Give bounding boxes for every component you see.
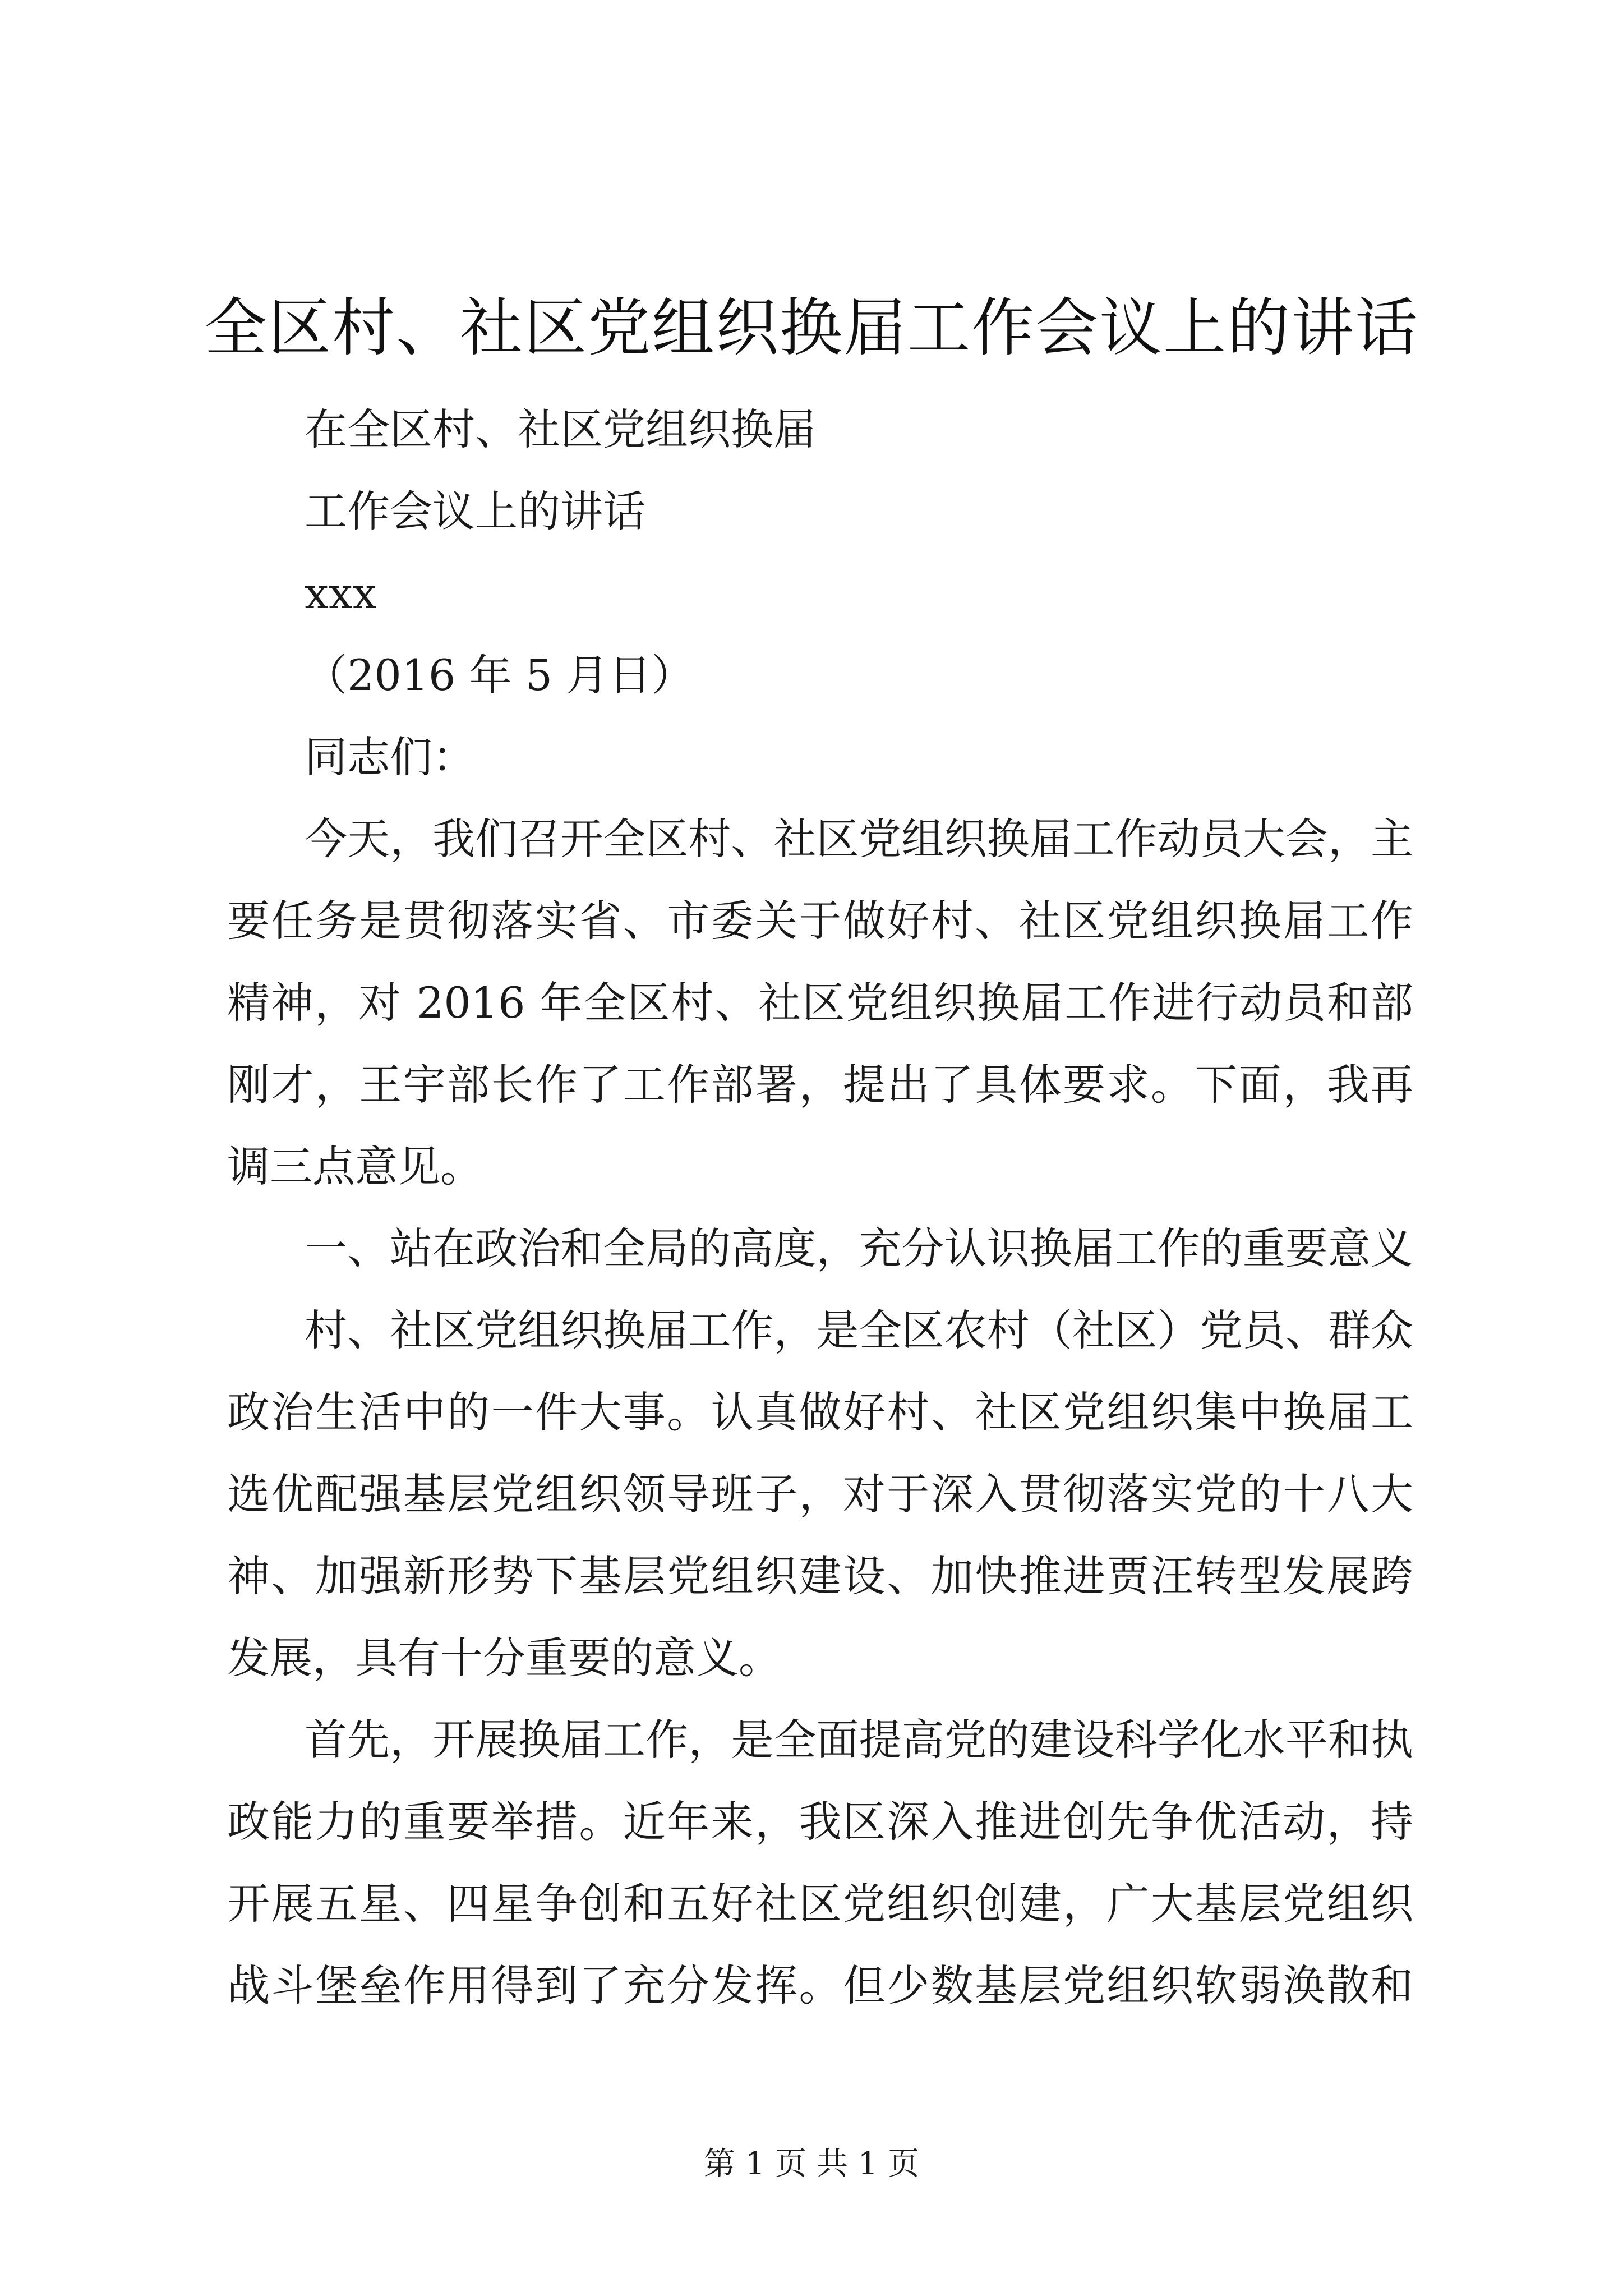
document-title: 全区村、社区党组织换届工作会议上的讲话: [204, 292, 1419, 365]
speaker-name: xxx: [305, 568, 377, 618]
speech-date: （2016 年 5 月日）: [305, 650, 694, 700]
paragraph-line: 神、加强新形势下基层党组织建设、加快推进贾汪转型发展跨: [227, 1551, 1413, 1601]
paragraph-line: 精神，对 2016 年全区村、社区党组织换届工作进行动员和部: [227, 978, 1413, 1028]
paragraph-line: 开展五星、四星争创和五好社区党组织创建，广大基层党组织: [227, 1879, 1413, 1929]
paragraph-line: 调三点意见。: [227, 1142, 483, 1191]
header-line-venue: 在全区村、社区党组织换届: [305, 404, 816, 454]
header-line-title-cont: 工作会议上的讲话: [305, 486, 645, 536]
page-footer: 第 1 页 共 1 页: [703, 2146, 920, 2182]
document-body: [227, 389, 1413, 2027]
paragraph-line: 选优配强基层党组织领导班子，对于深入贯彻落实党的十八大: [227, 1469, 1413, 1519]
paragraph-line: 政治生活中的一件大事。认真做好村、社区党组织集中换届工: [227, 1387, 1413, 1437]
paragraph-line: 战斗堡垒作用得到了充分发挥。但少数基层党组织软弱涣散和: [227, 1961, 1413, 2010]
paragraph-line: 刚才，王宇部长作了工作部署，提出了具体要求。下面，我再: [227, 1060, 1413, 1110]
paragraph-line: 今天，我们召开全区村、社区党组织换届工作动员大会，主: [305, 814, 1413, 864]
paragraph-line: 要任务是贯彻落实省、市委关于做好村、社区党组织换届工作: [227, 896, 1413, 946]
paragraph-line: 村、社区党组织换届工作，是全区农村（社区）党员、群众: [305, 1305, 1413, 1355]
section-heading: 一、站在政治和全局的高度，充分认识换届工作的重要意义: [305, 1223, 1413, 1273]
salutation: 同志们：: [305, 732, 475, 782]
paragraph-line: 政能力的重要举措。近年来，我区深入推进创先争优活动，持: [227, 1797, 1413, 1847]
paragraph-line: 首先，开展换届工作，是全面提高党的建设科学化水平和执: [305, 1715, 1413, 1765]
paragraph-line: 发展，具有十分重要的意义。: [227, 1633, 781, 1683]
